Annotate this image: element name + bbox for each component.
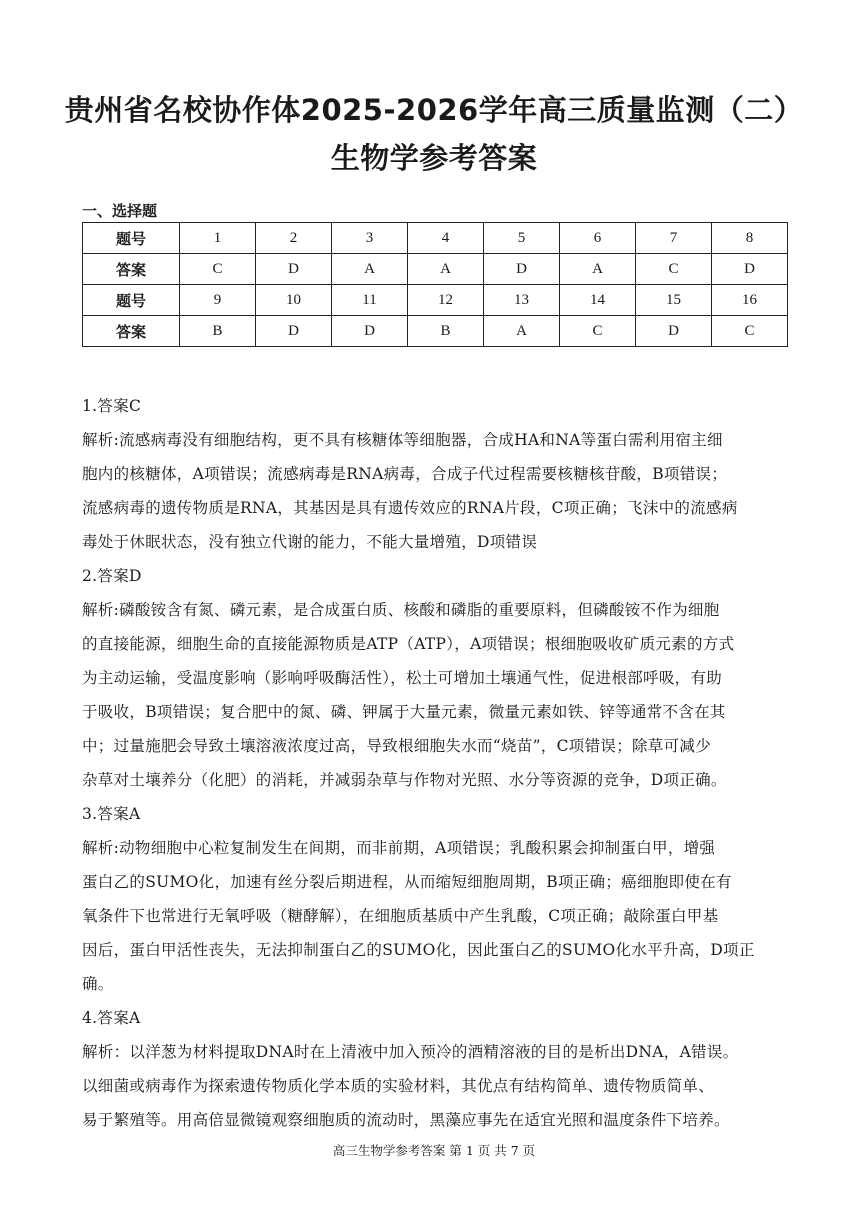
answer-explanations: [82, 389, 792, 1137]
table-cell: A: [332, 254, 408, 285]
table-cell: C: [560, 316, 636, 347]
table-cell: 3: [332, 223, 408, 254]
table-row: [83, 254, 788, 285]
table-cell: 11: [332, 285, 408, 316]
table-cell: B: [180, 316, 256, 347]
table-cell: 8: [712, 223, 788, 254]
table-cell: D: [332, 316, 408, 347]
explanation-line: 解析:动物细胞中心粒复制发生在间期，而非前期，A项错误；乳酸积累会抑制蛋白甲，增强: [82, 839, 716, 857]
table-cell: 15: [636, 285, 712, 316]
table-cell: 1: [180, 223, 256, 254]
table-row: [83, 285, 788, 316]
row-label: 答案: [83, 254, 180, 285]
explanation-line: 以细菌或病毒作为探索遗传物质化学本质的实验材料，其优点有结构简单、遗传物质简单、: [82, 1077, 715, 1095]
table-cell: A: [408, 254, 484, 285]
table-cell: D: [256, 254, 332, 285]
explanation-line: 解析：以洋葱为材料提取DNA时在上清液中加入预冷的酒精溶液的目的是析出DNA，A错误。: [82, 1043, 739, 1061]
explanation-line: 为主动运输，受温度影响（影响呼吸酶活性），松土可增加土壤通气性，促进根部呼吸，有助: [82, 669, 723, 687]
explanation-line: 的直接能源，细胞生命的直接能源物质是ATP（ATP），A项错误；根细胞吸收矿质元素的方式: [82, 635, 735, 653]
explanation-line: 蛋白乙的SUMO化，加速有丝分裂后期进程，从而缩短细胞周期，B项正确；癌细胞即使在有: [82, 873, 732, 891]
table-cell: 4: [408, 223, 484, 254]
page-footer: 高三生物学参考答案 第 1 页 共 7 页: [332, 1143, 536, 1158]
table-row: [83, 316, 788, 347]
table-cell: B: [408, 316, 484, 347]
table-cell: 14: [560, 285, 636, 316]
explanation-line: 解析:流感病毒没有细胞结构，更不具有核糖体等细胞器，合成HA和NA等蛋白需利用宿主细: [82, 431, 723, 449]
section-heading-multiple-choice: 一、选择题: [82, 202, 158, 220]
explanation-line: 中；过量施肥会导致土壤溶液浓度过高，导致根细胞失水而“烧苗”，C项错误；除草可减少: [82, 737, 712, 755]
row-label: 答案: [83, 316, 180, 347]
row-label: 题号: [83, 285, 180, 316]
explanation-line: 胞内的核糖体，A项错误；流感病毒是RNA病毒，合成子代过程需要核糖核苷酸，B项错误；: [82, 465, 728, 483]
explanation-line: 氧条件下也常进行无氧呼吸（糖酵解），在细胞质基质中产生乳酸，C项正确；敲除蛋白甲基: [82, 907, 719, 925]
table-cell: D: [484, 254, 560, 285]
row-label: 题号: [83, 223, 180, 254]
table-cell: C: [636, 254, 712, 285]
page-subtitle: 生物学参考答案: [330, 141, 538, 175]
table-cell: D: [712, 254, 788, 285]
table-cell: 16: [712, 285, 788, 316]
answer-heading: 1.答案C: [82, 397, 142, 415]
table-cell: C: [180, 254, 256, 285]
table-cell: 10: [256, 285, 332, 316]
answer-heading: 4.答案A: [82, 1009, 141, 1027]
explanation-line: 确。: [82, 975, 114, 993]
table-cell: 6: [560, 223, 636, 254]
table-cell: 5: [484, 223, 560, 254]
table-cell: 12: [408, 285, 484, 316]
table-cell: 2: [256, 223, 332, 254]
table-cell: D: [636, 316, 712, 347]
answer-heading: 2.答案D: [82, 567, 142, 585]
explanation-line: 易于繁殖等。用高倍显微镜观察细胞质的流动时，黑藻应事先在适宜光照和温度条件下培养。: [82, 1111, 730, 1129]
answer-table: [82, 222, 788, 347]
explanation-line: 因后，蛋白甲活性丧失，无法抑制蛋白乙的SUMO化，因此蛋白乙的SUMO化水平升高，D项正: [82, 941, 755, 959]
table-row: [83, 223, 788, 254]
explanation-line: 解析:磷酸铵含有氮、磷元素，是合成蛋白质、核酸和磷脂的重要原料，但磷酸铵不作为细胞: [82, 601, 720, 619]
table-cell: C: [712, 316, 788, 347]
explanation-line: 毒处于休眠状态，没有独立代谢的能力，不能大量增殖，D项错误: [82, 533, 538, 551]
table-cell: 13: [484, 285, 560, 316]
explanation-line: 杂草对土壤养分（化肥）的消耗，并减弱杂草与作物对光照、水分等资源的竞争，D项正确。: [82, 771, 727, 789]
explanation-line: 流感病毒的遗传物质是RNA，其基因是具有遗传效应的RNA片段，C项正确；飞沫中的流感病: [82, 499, 738, 517]
table-cell: 9: [180, 285, 256, 316]
table-cell: A: [560, 254, 636, 285]
page-title: 贵州省名校协作体2025-2026学年高三质量监测（二）: [64, 93, 804, 127]
answer-heading: 3.答案A: [82, 805, 141, 823]
table-cell: D: [256, 316, 332, 347]
table-cell: 7: [636, 223, 712, 254]
table-cell: A: [484, 316, 560, 347]
explanation-line: 于吸收，B项错误；复合肥中的氮、磷、钾属于大量元素，微量元素如铁、锌等通常不含在其: [82, 703, 726, 721]
